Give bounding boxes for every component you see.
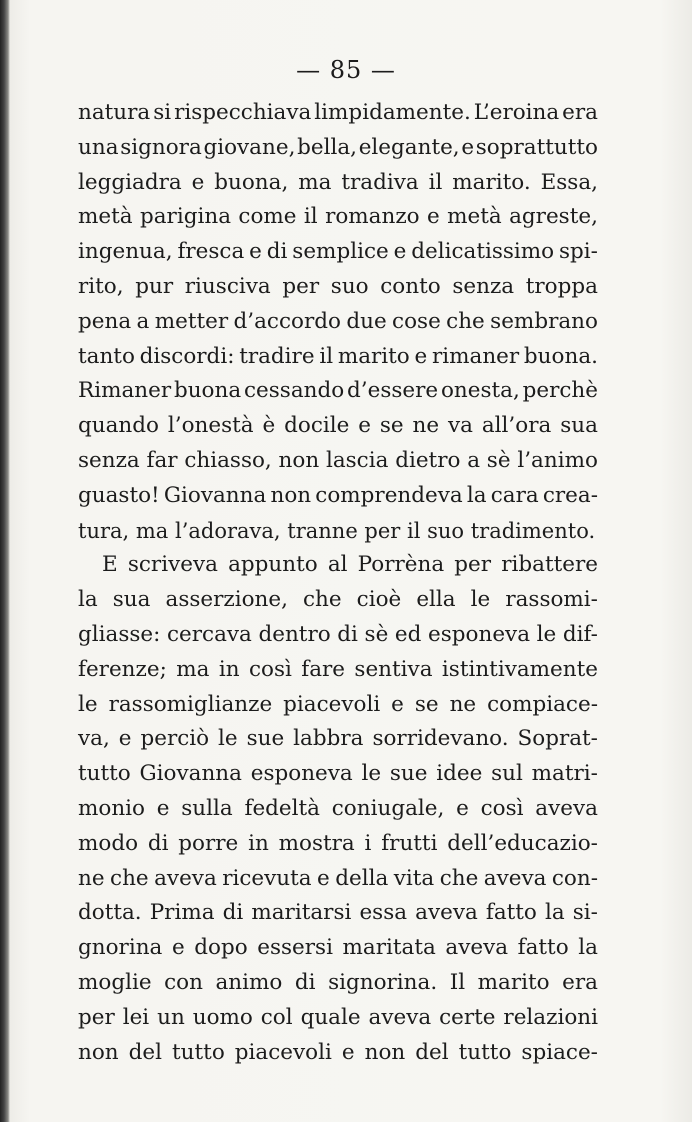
text-line: tanto discordi: tradire il marito e rimaner buona. [78, 343, 598, 369]
text-line: non del tutto piacevoli e non del tutto spiace- [78, 1039, 598, 1065]
binding-edge [0, 0, 10, 1122]
text-line-paragraph-start: E scriveva appunto al Porrèna per ribattere [102, 552, 598, 578]
text-line: moglie con animo di signorina. Il marito era [78, 969, 598, 995]
body-text [78, 96, 598, 1070]
text-line: ferenze; ma in così fare sentiva istintivamente [78, 656, 598, 682]
page-number: — 85 — [296, 56, 396, 84]
text-line: metà parigina come il romanzo e metà agreste, [78, 204, 598, 230]
text-line: tutto Giovanna esponeva le sue idee sul matri- [78, 761, 598, 787]
text-line: gliasse: cercava dentro di sè ed esponeva le dif- [78, 621, 598, 647]
text-line: Rimaner buona cessando d’essere onesta, perchè [78, 378, 598, 404]
text-line: va, e perciò le sue labbra sorridevano. Soprat- [78, 726, 598, 752]
text-line: natura si rispecchiava limpidamente. L’eroina era [78, 100, 598, 125]
text-line-paragraph-end: tura, ma l’adorava, tranne per il suo tradimento. [78, 518, 596, 543]
text-line: guasto! Giovanna non comprendeva la cara crea- [78, 482, 598, 508]
text-line: senza far chiasso, non lascia dietro a sè l’animo [78, 447, 598, 473]
text-line: per lei un uomo col quale aveva certe relazioni [78, 1004, 598, 1030]
text-line: una signora giovane, bella, elegante, e soprattutto [78, 134, 598, 160]
text-line: pena a metter d’accordo due cose che sembrano [78, 308, 598, 334]
text-line: ne che aveva ricevuta e della vita che aveva con- [78, 865, 598, 891]
text-line: ingenua, fresca e di semplice e delicatissimo spi- [78, 239, 598, 265]
text-line: leggiadra e buona, ma tradiva il marito. Essa, [78, 169, 598, 195]
text-line: quando l’onestà è docile e se ne va all’ora sua [78, 413, 598, 439]
text-line: rito, pur riusciva per suo conto senza troppa [78, 273, 598, 299]
text-line: monio e sulla fedeltà coniugale, e così aveva [78, 795, 598, 821]
text-line: la sua asserzione, che cioè ella le rassomi- [78, 587, 598, 613]
text-line: le rassomiglianze piacevoli e se ne compiace- [78, 691, 598, 717]
text-line: modo di porre in mostra i frutti dell’educazio- [78, 830, 598, 856]
text-line: gnorina e dopo essersi maritata aveva fatto la [78, 935, 598, 961]
text-line: dotta. Prima di maritarsi essa aveva fatto la si- [78, 900, 598, 926]
